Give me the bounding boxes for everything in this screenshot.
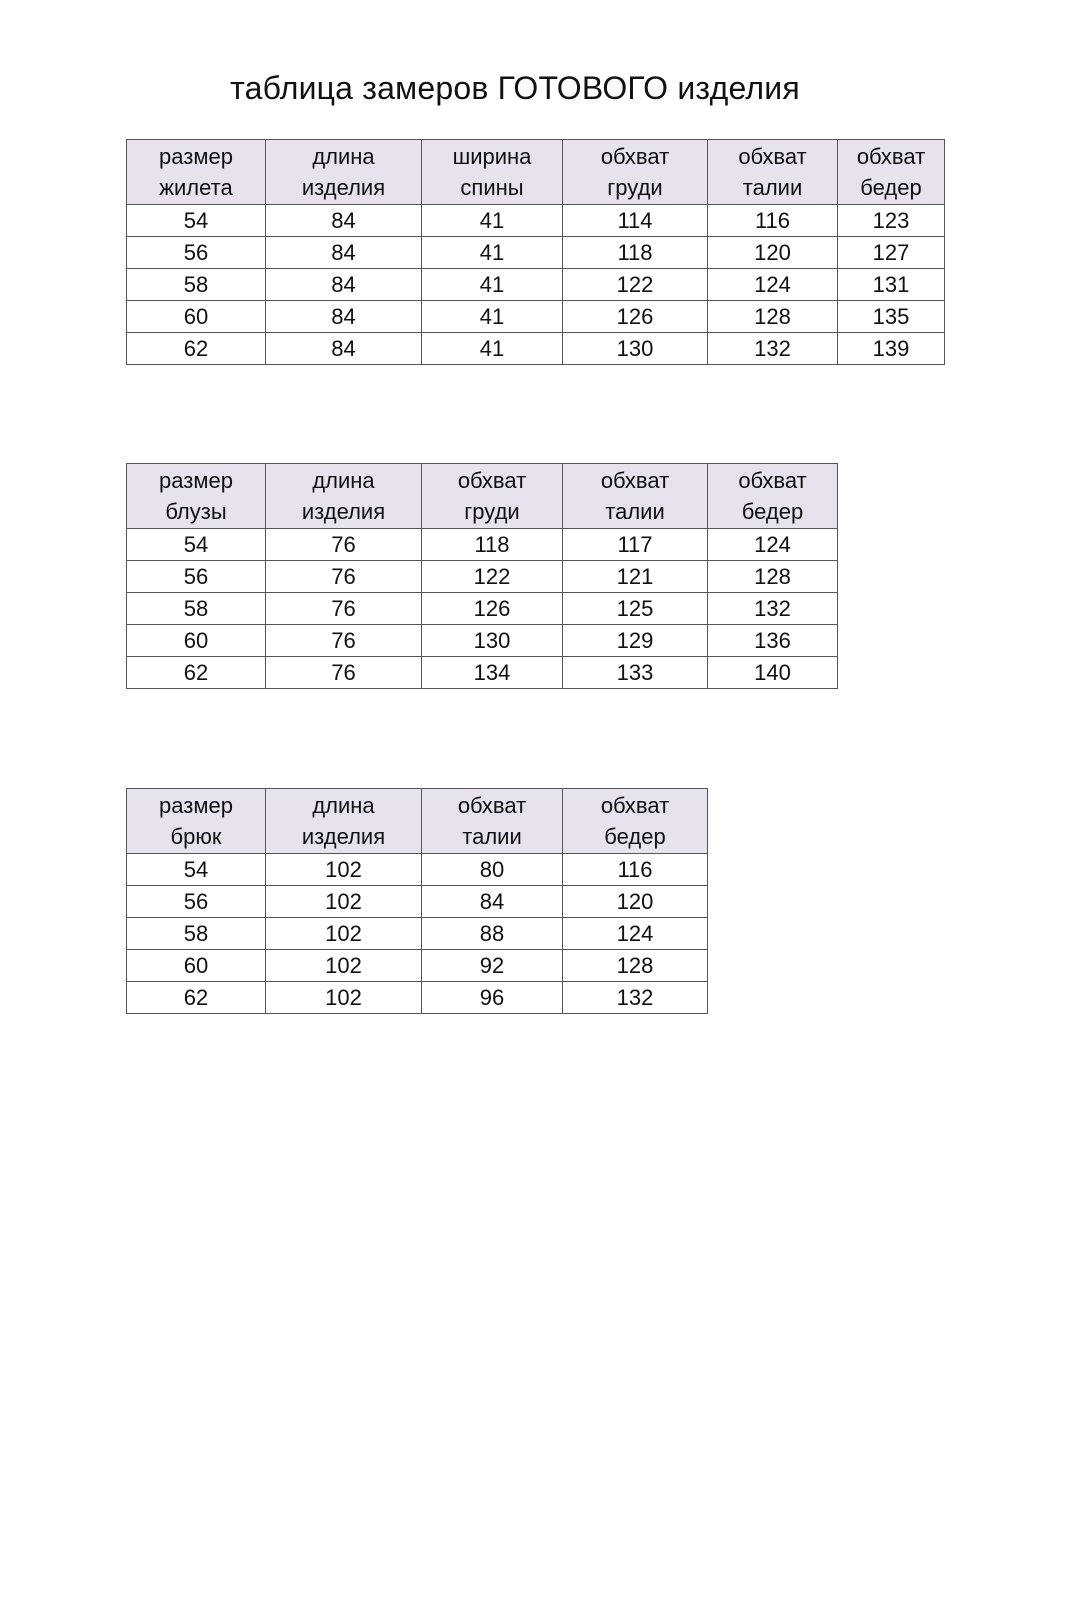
- table-cell: 41: [422, 205, 563, 237]
- table-row: [127, 205, 945, 237]
- table-cell: 41: [422, 333, 563, 365]
- table-cell: 58: [127, 918, 266, 950]
- table-cell: 121: [563, 561, 708, 593]
- table-cell: 96: [422, 982, 563, 1014]
- header-cell-length: длина изделия: [266, 464, 422, 529]
- header-cell-hips: обхват бедер: [563, 789, 708, 854]
- table-cell: 132: [708, 593, 838, 625]
- table-cell: 41: [422, 301, 563, 333]
- table-row: [127, 950, 708, 982]
- table-cell: 130: [563, 333, 708, 365]
- table-cell: 126: [563, 301, 708, 333]
- table-cell: 56: [127, 886, 266, 918]
- header-cell-chest: обхват груди: [563, 140, 708, 205]
- table-cell: 60: [127, 301, 266, 333]
- header-cell-waist: обхват талии: [422, 789, 563, 854]
- table-cell: 122: [563, 269, 708, 301]
- table-cell: 56: [127, 237, 266, 269]
- table-cell: 131: [838, 269, 945, 301]
- table-cell: 84: [266, 205, 422, 237]
- table-row: [127, 237, 945, 269]
- table-cell: 62: [127, 333, 266, 365]
- table-cell: 56: [127, 561, 266, 593]
- table-cell: 76: [266, 529, 422, 561]
- table-cell: 62: [127, 982, 266, 1014]
- table-cell: 117: [563, 529, 708, 561]
- table-cell: 60: [127, 625, 266, 657]
- table-cell: 120: [708, 237, 838, 269]
- header-cell-size: размер блузы: [127, 464, 266, 529]
- table-cell: 54: [127, 205, 266, 237]
- table-row: [127, 918, 708, 950]
- table-cell: 80: [422, 854, 563, 886]
- table-cell: 135: [838, 301, 945, 333]
- table-cell: 125: [563, 593, 708, 625]
- table-cell: 120: [563, 886, 708, 918]
- table-cell: 124: [708, 269, 838, 301]
- blouse-size-table: [126, 463, 838, 689]
- table-cell: 41: [422, 269, 563, 301]
- table-cell: 130: [422, 625, 563, 657]
- header-cell-chest: обхват груди: [422, 464, 563, 529]
- table-row: [127, 593, 838, 625]
- table-row: [127, 561, 838, 593]
- table-cell: 58: [127, 269, 266, 301]
- table-cell: 132: [563, 982, 708, 1014]
- table-cell: 76: [266, 561, 422, 593]
- table-cell: 139: [838, 333, 945, 365]
- table-cell: 116: [708, 205, 838, 237]
- table-cell: 76: [266, 657, 422, 689]
- table-header-row: [127, 789, 708, 854]
- table-cell: 84: [422, 886, 563, 918]
- table-cell: 84: [266, 301, 422, 333]
- table-cell: 129: [563, 625, 708, 657]
- page-title: таблица замеров ГОТОВОГО изделия: [230, 70, 800, 106]
- table-cell: 140: [708, 657, 838, 689]
- table-header-row: [127, 140, 945, 205]
- table-cell: 124: [708, 529, 838, 561]
- table-cell: 84: [266, 269, 422, 301]
- table-cell: 102: [266, 950, 422, 982]
- header-cell-length: длина изделия: [266, 140, 422, 205]
- table-cell: 84: [266, 333, 422, 365]
- table-cell: 41: [422, 237, 563, 269]
- table-row: [127, 333, 945, 365]
- table-cell: 88: [422, 918, 563, 950]
- header-cell-waist: обхват талии: [708, 140, 838, 205]
- table-cell: 114: [563, 205, 708, 237]
- header-cell-size: размер брюк: [127, 789, 266, 854]
- table-row: [127, 886, 708, 918]
- table-cell: 116: [563, 854, 708, 886]
- table-row: [127, 529, 838, 561]
- table-cell: 123: [838, 205, 945, 237]
- table-cell: 134: [422, 657, 563, 689]
- table-cell: 128: [708, 301, 838, 333]
- table-row: [127, 982, 708, 1014]
- vest-size-table: [126, 139, 945, 365]
- table-header-row: [127, 464, 838, 529]
- table-cell: 122: [422, 561, 563, 593]
- table-cell: 118: [563, 237, 708, 269]
- header-cell-back-width: ширина спины: [422, 140, 563, 205]
- table-cell: 124: [563, 918, 708, 950]
- table-cell: 54: [127, 529, 266, 561]
- table-cell: 102: [266, 854, 422, 886]
- table-cell: 128: [708, 561, 838, 593]
- table-cell: 102: [266, 918, 422, 950]
- table-row: [127, 625, 838, 657]
- table-cell: 118: [422, 529, 563, 561]
- table-cell: 76: [266, 625, 422, 657]
- table-row: [127, 301, 945, 333]
- table-cell: 127: [838, 237, 945, 269]
- table-cell: 128: [563, 950, 708, 982]
- header-cell-hips: обхват бедер: [838, 140, 945, 205]
- table-cell: 84: [266, 237, 422, 269]
- header-cell-length: длина изделия: [266, 789, 422, 854]
- table-cell: 58: [127, 593, 266, 625]
- table-cell: 133: [563, 657, 708, 689]
- trousers-size-table: [126, 788, 708, 1014]
- table-cell: 60: [127, 950, 266, 982]
- table-row: [127, 854, 708, 886]
- table-cell: 136: [708, 625, 838, 657]
- table-cell: 54: [127, 854, 266, 886]
- header-cell-waist: обхват талии: [563, 464, 708, 529]
- table-cell: 126: [422, 593, 563, 625]
- table-cell: 92: [422, 950, 563, 982]
- header-cell-hips: обхват бедер: [708, 464, 838, 529]
- table-row: [127, 269, 945, 301]
- table-cell: 132: [708, 333, 838, 365]
- table-cell: 102: [266, 886, 422, 918]
- table-cell: 102: [266, 982, 422, 1014]
- table-row: [127, 657, 838, 689]
- table-cell: 62: [127, 657, 266, 689]
- table-cell: 76: [266, 593, 422, 625]
- header-cell-size: размер жилета: [127, 140, 266, 205]
